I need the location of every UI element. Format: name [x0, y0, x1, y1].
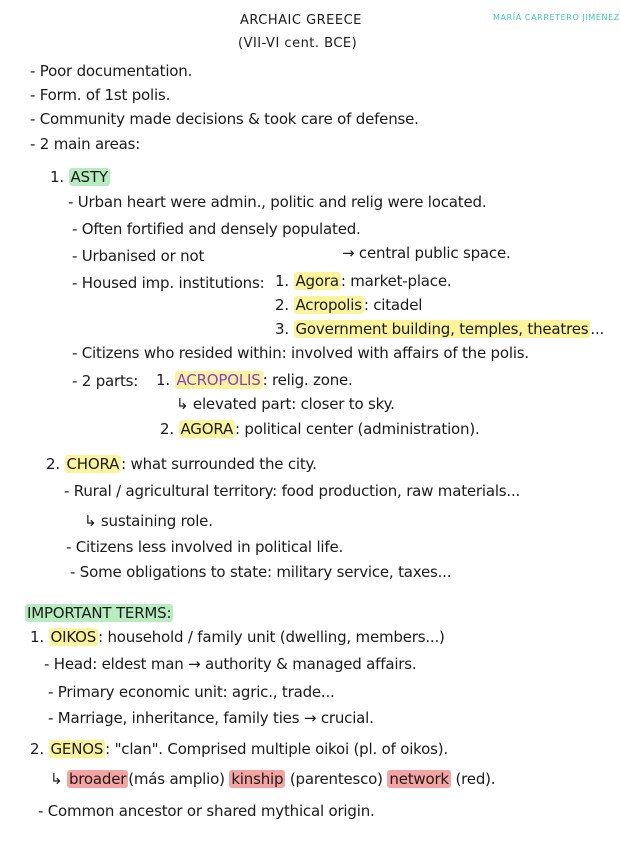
asty-line-1: - Urban heart were admin., politic and relig were located.	[68, 193, 487, 211]
asty-line-3: - Urbanised or not	[72, 247, 205, 265]
broader-term: broader	[68, 770, 127, 788]
genos-name: GENOS	[50, 740, 104, 758]
genos-ancestor: - Common ancestor or shared mythical origin.	[38, 802, 375, 820]
acropolis-part: ACROPOLIS	[176, 371, 261, 389]
institution-1: 1. Agora : market-place.	[275, 272, 452, 290]
return-arrow-icon: ↳	[50, 770, 63, 788]
oikos-heading: 1. OIKOS : household / family unit (dwelling, members...)	[30, 628, 445, 646]
oikos-line-3: - Marriage, inheritance, family ties → crucial.	[48, 709, 374, 727]
kinship-term: kinship	[231, 770, 284, 788]
intro-line-1: - Poor documentation.	[30, 62, 193, 80]
institution-3: 3. Government building, temples, theatres ...	[275, 320, 605, 338]
oikos-line-1: - Head: eldest man → authority & managed affairs.	[44, 655, 417, 673]
asty-housed: - Housed imp. institutions:	[72, 274, 265, 292]
page-title: ARCHAIC GREECE	[240, 13, 362, 28]
page-subtitle: (VII-VI cent. BCE)	[238, 36, 358, 51]
government-term: Government building, temples, theatres	[295, 320, 589, 338]
genos-network-line: ↳ broader (más amplio) kinship (parentesco) network (red).	[50, 770, 496, 788]
chora-line-3: - Citizens less involved in political life.	[66, 538, 344, 556]
chora-heading: 2. CHORA : what surrounded the city.	[46, 455, 317, 473]
asty-heading	[50, 168, 110, 186]
asty-central-space: → central public space.	[342, 244, 511, 262]
intro-line-3: - Community made decisions & took care of defense.	[30, 110, 419, 128]
asty-name: ASTY	[70, 168, 108, 186]
asty-citizens: - Citizens who resided within: involved with affairs of the polis.	[72, 344, 529, 362]
network-term: network	[389, 770, 449, 788]
part-2: 2. AGORA : political center (administration).	[160, 420, 480, 438]
part-1: 1. ACROPOLIS : relig. zone.	[156, 371, 353, 389]
oikos-name: OIKOS	[50, 628, 97, 646]
chora-line-1: - Rural / agricultural territory: food production, raw materials...	[64, 482, 521, 500]
agora-term: Agora	[295, 272, 339, 290]
author-name: MARÍA CARRETERO JIMÉNEZ	[493, 13, 620, 22]
part-1-elevated: ↳ elevated part: closer to sky.	[176, 395, 395, 413]
asty-parts-label: - 2 parts:	[72, 372, 139, 390]
asty-line-2: - Often fortified and densely populated.	[72, 220, 361, 238]
acropolis-term: Acropolis	[295, 296, 362, 314]
chora-line-2: ↳ sustaining role.	[84, 512, 213, 530]
oikos-line-2: - Primary economic unit: agric., trade...	[48, 683, 335, 701]
genos-heading: 2. GENOS : "clan". Comprised multiple oikoi (pl. of oikos).	[30, 740, 448, 758]
intro-line-2: - Form. of 1st polis.	[30, 86, 171, 104]
terms-heading: IMPORTANT TERMS:	[27, 604, 172, 622]
institution-2: 2. Acropolis : citadel	[275, 296, 423, 314]
agora-part: AGORA	[180, 420, 234, 438]
chora-name: CHORA	[66, 455, 120, 473]
intro-line-4: - 2 main areas:	[30, 135, 141, 153]
asty-num: 1.	[50, 168, 64, 186]
chora-line-4: - Some obligations to state: military service, taxes...	[70, 563, 452, 581]
